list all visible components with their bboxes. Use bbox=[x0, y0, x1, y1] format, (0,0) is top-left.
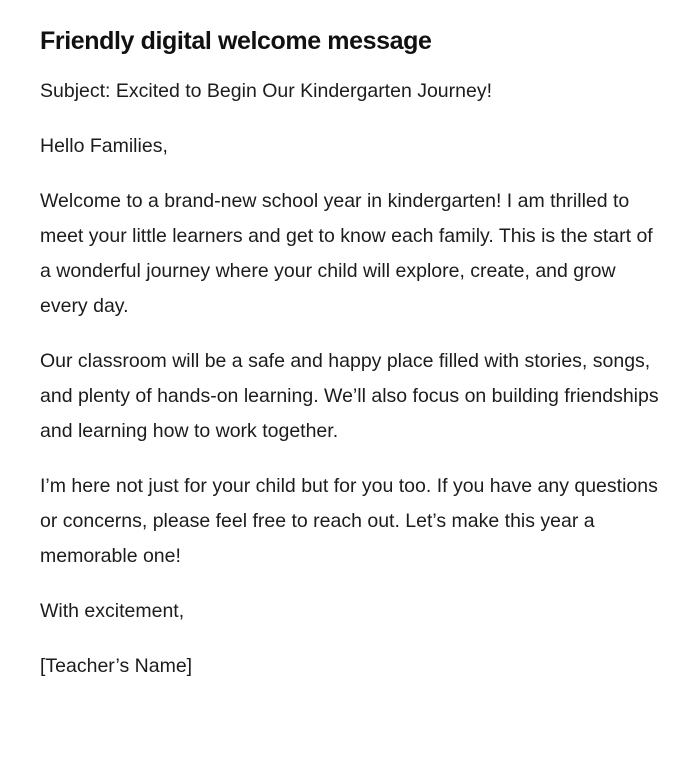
subject-line: Subject: Excited to Begin Our Kindergarten Journey! bbox=[40, 80, 493, 102]
signature: [Teacher’s Name] bbox=[40, 655, 193, 677]
closing-line: With excitement, bbox=[40, 600, 185, 622]
body-paragraph-contact: I’m here not just for your child but for you too. If you have any questions or concerns, please feel free to reach out. Let’s make this year a memorable one! bbox=[40, 475, 658, 567]
page-title: Friendly digital welcome message bbox=[40, 27, 432, 55]
greeting: Hello Families, bbox=[40, 135, 168, 157]
body-paragraph-classroom: Our classroom will be a safe and happy place filled with stories, songs, and plenty of hands-on learning. We’ll also focus on building friendships and learning how to work together. bbox=[40, 350, 659, 442]
body-paragraph-welcome: Welcome to a brand-new school year in kindergarten! I am thrilled to meet your little learners and get to know each family. This is the start of a wonderful journey where your child will explore, create, and grow every day. bbox=[40, 190, 653, 317]
letter-page bbox=[40, 24, 660, 704]
